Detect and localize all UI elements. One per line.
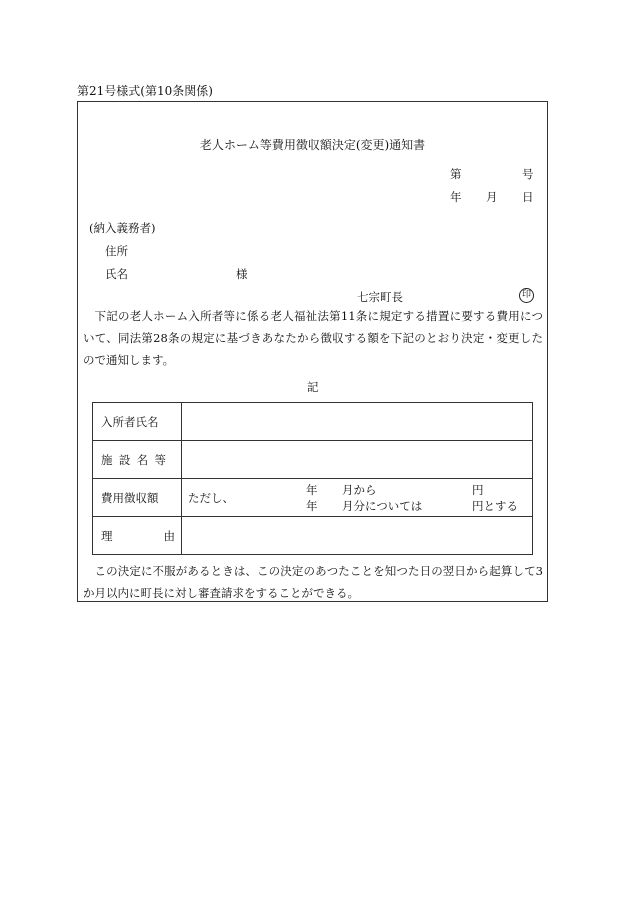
fee-line2-yen-end: 円とする bbox=[472, 499, 518, 513]
fee-line2-year: 年 bbox=[306, 499, 318, 513]
fee-line1-yen: 円 bbox=[472, 483, 484, 497]
facility-label: 施設名等 bbox=[93, 441, 182, 479]
resident-name-label: 入所者氏名 bbox=[93, 403, 182, 441]
seal-mark: 印 bbox=[519, 288, 534, 303]
document-title: 老人ホーム等費用徴収額決定(変更)通知書 bbox=[199, 138, 426, 152]
facility-value bbox=[182, 441, 533, 479]
ki-heading: 記 bbox=[307, 380, 319, 394]
reason-label bbox=[93, 517, 182, 555]
fee-line1-year: 年 bbox=[306, 483, 318, 497]
name-label: 氏名 bbox=[105, 267, 128, 281]
resident-name-value bbox=[182, 403, 533, 441]
fee-proviso: ただし、 bbox=[188, 491, 234, 505]
address-label: 住所 bbox=[105, 244, 128, 258]
table-row bbox=[93, 479, 533, 517]
honorific: 様 bbox=[236, 267, 248, 281]
table-row bbox=[93, 517, 533, 555]
date-year: 年 bbox=[450, 190, 462, 204]
number-dai: 第 bbox=[450, 167, 462, 181]
table-row bbox=[93, 441, 533, 479]
detail-table bbox=[92, 402, 533, 555]
form-number-label: 第21号様式(第10条関係) bbox=[77, 84, 213, 98]
fee-value bbox=[182, 479, 533, 517]
date-day: 日 bbox=[522, 190, 534, 204]
date-month: 月 bbox=[486, 190, 498, 204]
issuer-name: 七宗町長 bbox=[357, 290, 403, 304]
fee-line2-month-part: 月分については bbox=[342, 499, 423, 513]
table-row bbox=[93, 403, 533, 441]
fee-line1-month-from: 月から bbox=[342, 483, 377, 497]
reason-label-a: 理 bbox=[101, 528, 113, 543]
reason-value bbox=[182, 517, 533, 555]
appeal-notice: この決定に不服があるときは、この決定のあつたことを知つた日の翌日から起算して3か月以内に町長に対し審査請求をすることができる。 bbox=[83, 564, 543, 600]
fee-label: 費用徴収額 bbox=[93, 479, 182, 517]
reason-label-b: 由 bbox=[163, 528, 175, 543]
number-go: 号 bbox=[522, 167, 534, 181]
payer-heading: (納入義務者) bbox=[89, 221, 156, 235]
notice-body: 下記の老人ホーム入所者等に係る老人福祉法第11条に規定する措置に要する費用について、同法第28条の規定に基づきあなたから徴収する額を下記のとおり決定・変更したので通知します。 bbox=[83, 309, 543, 367]
